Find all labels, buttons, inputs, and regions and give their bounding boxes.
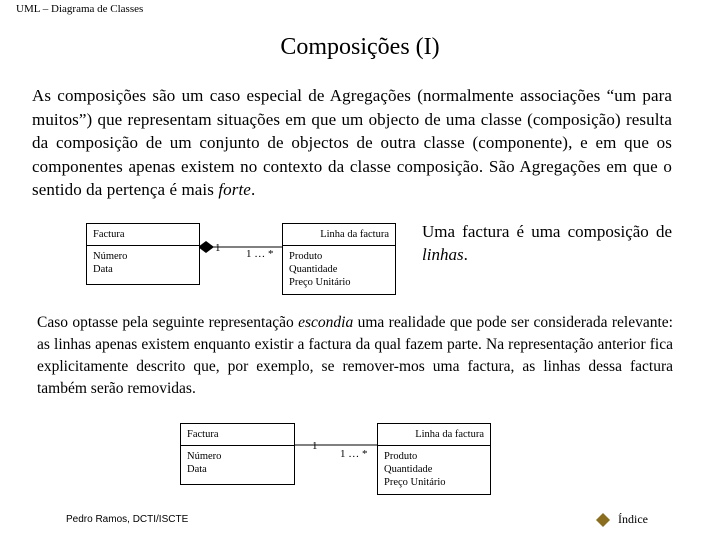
- explanation-emphasis: escondia: [298, 314, 354, 331]
- header-label: UML – Diagrama de Classes: [16, 3, 144, 15]
- class-linha-attr: Preço Unitário: [289, 277, 351, 288]
- footer-author: Pedro Ramos, DCTI/ISCTE: [66, 514, 189, 525]
- side-note-text: Uma factura é uma composição de: [422, 222, 672, 241]
- explanation-start: Caso optasse pela seguinte representação: [37, 314, 299, 331]
- class-factura-attr: Data: [93, 264, 113, 275]
- intro-emphasis: forte: [218, 180, 251, 199]
- multiplicity-one-2: 1: [312, 440, 318, 452]
- index-label[interactable]: Índice: [618, 512, 648, 526]
- class-linha-box-2: [377, 423, 491, 495]
- class-factura-attr-2: Número: [187, 451, 222, 462]
- explanation-text: uma realidade que pode ser considerada relevante: as linhas apenas existem enquanto existir a factura da qual fazem parte. Na representação anterior fica explicitamente descrito que, por exemplo, se remover-mos uma factura, as linhas dessa factura também serão removidas.: [37, 314, 673, 397]
- multiplicity-many-2: 1 … *: [340, 448, 368, 460]
- class-linha-attr-2: Preço Unitário: [384, 477, 446, 488]
- class-linha-attr: Quantidade: [289, 264, 338, 275]
- class-linha-name: Linha da factura: [283, 224, 395, 246]
- class-linha-name-2: Linha da factura: [378, 424, 490, 446]
- intro-end: .: [250, 180, 256, 199]
- class-factura-name: Factura: [87, 224, 199, 246]
- multiplicity-one: 1: [215, 242, 221, 254]
- class-factura-attr-2: Data: [187, 464, 207, 475]
- class-factura-name-2: Factura: [181, 424, 294, 446]
- side-note-emphasis: linhas: [422, 245, 464, 264]
- class-linha-attr-2: Produto: [384, 451, 418, 462]
- class-linha-attr: Produto: [289, 251, 323, 262]
- slide-title: Composições (I): [280, 34, 440, 60]
- multiplicity-many: 1 … *: [246, 248, 274, 260]
- diamond-icon: [596, 513, 610, 527]
- index-link[interactable]: [596, 512, 648, 527]
- class-linha-attr-2: Quantidade: [384, 464, 433, 475]
- class-factura-box-2: [180, 423, 295, 485]
- intro-text: As composições são um caso especial de Agregações (normalmente associações “um para muitos”) que representam situações em que um objecto de uma classe (composição) resulta da composição de um conjunto de objectos de outra classe (componente), e em que os componentes apenas existem no contexto da classe composição. São Agregações em que o sentido da pertença é mais: [32, 86, 672, 199]
- side-note-end: .: [463, 245, 468, 264]
- class-factura-attr: Número: [93, 251, 128, 262]
